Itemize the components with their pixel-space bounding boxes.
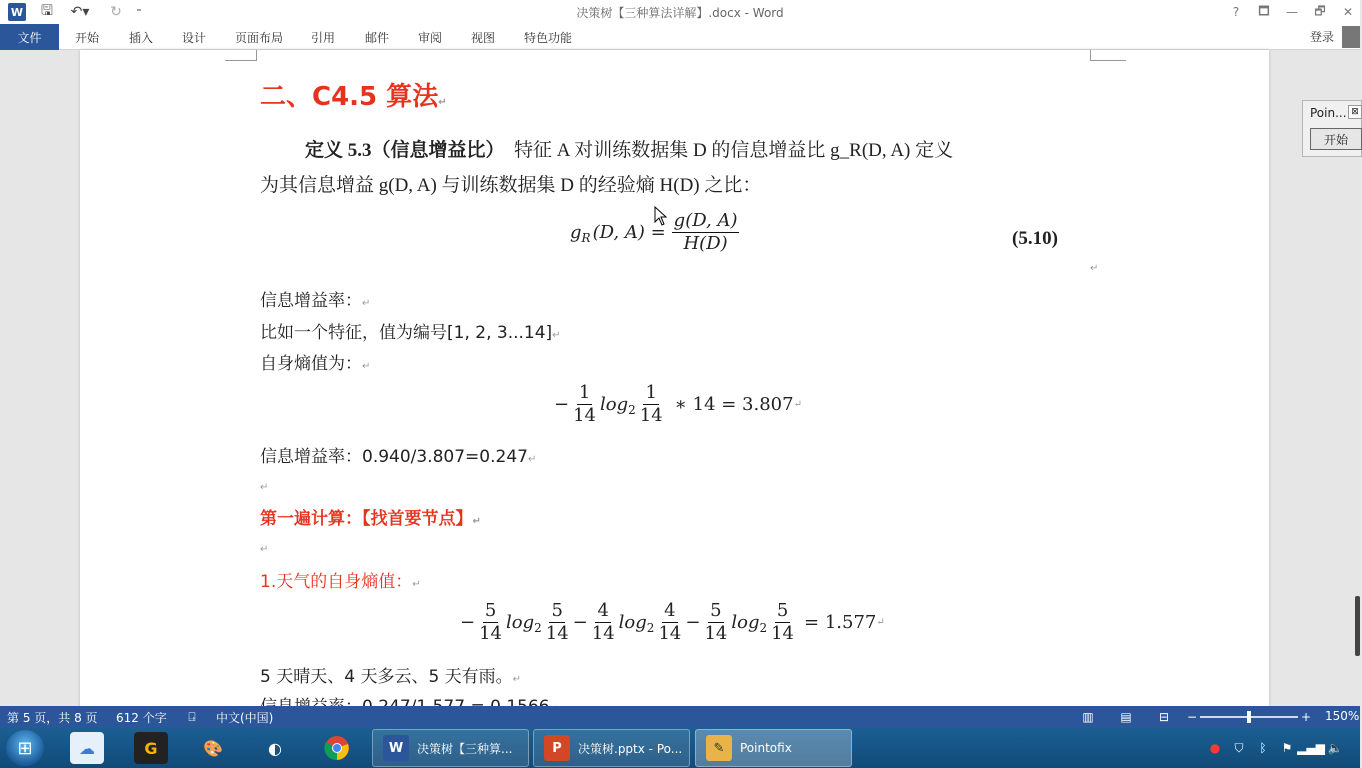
document-area[interactable]	[0, 50, 1360, 706]
taskbar-item-pointofix[interactable]	[695, 729, 852, 767]
definition-line-2: 为其信息增益 g(D, A) 与训练数据集 D 的经验熵 H(D) 之比：	[260, 175, 762, 196]
web-layout-icon[interactable]: ⊟	[1158, 710, 1170, 724]
baidu-netdisk-icon[interactable]: ☁	[70, 732, 104, 764]
language-indicator[interactable]: 中文(中国)	[216, 711, 274, 725]
pointofix-window	[1302, 100, 1362, 157]
tab-file[interactable]: 文件	[0, 24, 59, 50]
chrome-icon[interactable]	[320, 732, 354, 764]
redo-icon[interactable]: ↻	[110, 4, 122, 20]
pointofix-icon: ✎	[706, 735, 732, 761]
proofing-icon[interactable]: ⍈	[188, 709, 196, 724]
volume-icon[interactable]: 🔈	[1327, 741, 1343, 755]
paragraph-mark: ↵	[1090, 263, 1099, 274]
vertical-scrollbar-thumb[interactable]	[1355, 596, 1360, 656]
tab-review[interactable]: 审阅	[418, 30, 443, 45]
weather-entropy-heading: 1.天气的自身熵值：↵	[260, 572, 421, 592]
definition-line-1	[305, 135, 953, 162]
app-g-icon[interactable]: G	[134, 732, 168, 764]
security-shield-icon[interactable]: ⛉	[1234, 740, 1244, 755]
undo-icon[interactable]: ↶▾	[70, 4, 90, 20]
record-icon[interactable]: ●	[1209, 741, 1221, 755]
qq-browser-icon[interactable]: ◐	[268, 738, 282, 758]
formula-5-10: g R (D, A) = $\frac{g(D, A)}{H(D)}$	[570, 210, 738, 254]
start-button[interactable]: ⊞	[6, 730, 44, 766]
action-center-icon[interactable]: ⚑	[1281, 741, 1293, 755]
pointofix-title: Poin...	[1310, 106, 1347, 120]
crop-mark	[256, 50, 257, 60]
read-mode-icon[interactable]: ▥	[1082, 710, 1094, 724]
section-heading: 二、C4.5 算法↵	[260, 82, 447, 112]
restore-button[interactable]: 🗗	[1314, 3, 1326, 18]
status-bar	[0, 706, 1360, 728]
pointofix-start-button[interactable]: 开始	[1310, 128, 1362, 150]
zoom-out-button[interactable]: −	[1186, 710, 1198, 724]
taskbar-item-label: 决策树.pptx - Po...	[578, 741, 683, 756]
zoom-slider-thumb[interactable]	[1247, 711, 1251, 723]
taskbar-item-label: 决策树【三种算...	[417, 741, 513, 756]
taskbar-item-label: Pointofix	[740, 741, 792, 755]
bluetooth-icon[interactable]: ᛒ	[1259, 741, 1267, 755]
sign-in-link[interactable]: 登录	[1310, 30, 1335, 44]
paragraph-mark: ↵	[260, 544, 269, 555]
taskbar-item-word[interactable]	[372, 729, 529, 767]
equation-self-entropy: − $\frac{1}{14}$ log 2 $\frac{1}{14}$ ∗ 14 = 3.807 ↵	[554, 382, 802, 426]
word-logo-icon[interactable]: W	[8, 3, 26, 21]
close-button[interactable]: ✕	[1342, 5, 1354, 19]
powerpoint-icon: P	[544, 735, 570, 761]
gain-rate-calculation: 信息增益率：0.940/3.807=0.247↵	[260, 447, 537, 467]
save-icon[interactable]: 🖫	[41, 3, 53, 19]
gain-rate-label: 信息增益率：↵	[260, 291, 371, 311]
equation-weather-entropy: − $\frac{5}{14}$ log 2 $\frac{5}{14}$ − $\frac{4}{14}$ log 2 $\frac{4}{14}$ − $\frac{5}{14}$ log 2 $\frac{5}{14}$ = 1.577 ↵	[460, 600, 885, 644]
definition-text-1: 特征 A 对训练数据集 D 的信息增益比 g_R(D, A) 定义	[514, 140, 954, 161]
paragraph-mark: ↵	[260, 482, 269, 493]
page-count[interactable]: 第 5 页，共 8 页	[7, 711, 98, 725]
network-icon[interactable]: ▂▄▆	[1297, 741, 1325, 755]
crop-mark	[225, 60, 257, 61]
word-count[interactable]: 612 个字	[116, 711, 167, 725]
zoom-in-button[interactable]: +	[1300, 710, 1312, 724]
minimize-button[interactable]: —	[1286, 5, 1298, 19]
example-line: 比如一个特征，值为编号[1, 2, 3...14]↵	[260, 323, 561, 343]
taskbar	[0, 728, 1360, 768]
self-entropy-label: 自身熵值为：↵	[260, 354, 371, 374]
help-button[interactable]: ?	[1232, 5, 1240, 19]
tab-references[interactable]: 引用	[311, 30, 336, 45]
tab-mailings[interactable]: 邮件	[365, 30, 390, 45]
tab-insert[interactable]: 插入	[129, 30, 154, 45]
account-icon[interactable]	[1342, 26, 1360, 48]
print-layout-icon[interactable]: ▤	[1120, 710, 1132, 724]
tab-design[interactable]: 设计	[182, 30, 207, 45]
ribbon-tabs	[0, 24, 1360, 50]
weather-counts-line: 5 天晴天、4 天多云、5 天有雨。↵	[260, 667, 522, 687]
document-page[interactable]	[80, 50, 1269, 710]
ribbon-display-options-button[interactable]: 🗖	[1258, 3, 1270, 18]
word-icon: W	[383, 735, 409, 761]
crop-mark	[1090, 50, 1091, 60]
paint-palette-icon[interactable]: 🎨	[203, 738, 223, 758]
first-pass-heading: 第一遍计算：【找首要节点】↵	[260, 509, 481, 529]
tab-view[interactable]: 视图	[471, 30, 496, 45]
definition-label: 定义 5.3（信息增益比）	[305, 140, 505, 161]
tab-home[interactable]: 开始	[75, 30, 100, 45]
pointofix-close-icon[interactable]: ⊠	[1348, 105, 1362, 119]
window-title: 决策树【三种算法详解】.docx - Word	[576, 6, 784, 20]
mouse-cursor-icon	[654, 206, 668, 226]
title-bar	[0, 0, 1360, 24]
customize-quick-access-icon[interactable]: ⁼	[136, 6, 142, 18]
tab-page-layout[interactable]: 页面布局	[235, 30, 284, 45]
tab-special-features[interactable]: 特色功能	[524, 30, 573, 45]
taskbar-item-powerpoint[interactable]	[533, 729, 690, 767]
formula-label: (5.10)	[1012, 228, 1058, 249]
crop-mark	[1090, 60, 1126, 61]
zoom-level[interactable]: 150%	[1325, 709, 1360, 723]
